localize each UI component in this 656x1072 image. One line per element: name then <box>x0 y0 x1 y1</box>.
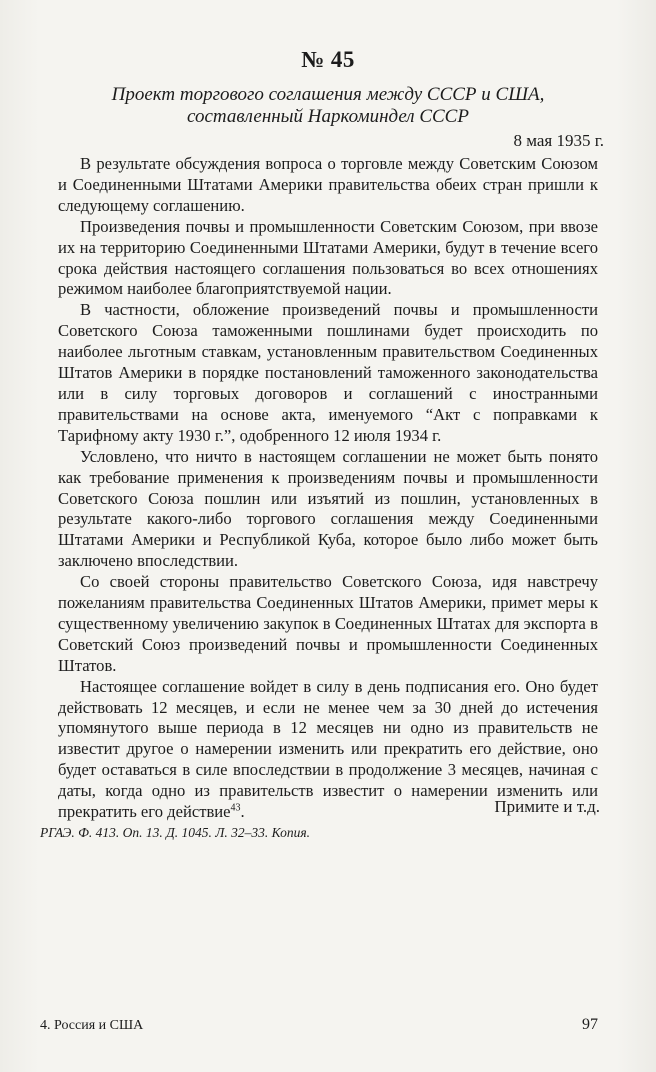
footnote-marker: 43 <box>230 802 241 814</box>
paragraph-6-text: Настоящее соглашение войдет в силу в день подписания его. Оно будет действовать 12 месяцев, и если не менее чем за 30 дней до истечения упомянутого выше периода в 12 месяцев ни одно из правительств не известит другое о намерении изменить или прекратить его действие, оно будет оставаться в силе впоследствии в продолжение 3 месяцев, начиная с даты, когда одно из правительств известит о намерении изменить или прекратить его действие <box>58 676 598 822</box>
document-title-line-1: Проект торгового соглашения между СССР и США, <box>111 84 545 105</box>
document-title-line-2: составленный Наркоминдел СССР <box>187 106 469 127</box>
page-number: 97 <box>582 1016 598 1033</box>
paragraph-5: Со своей стороны правительство Советского Союза, идя навстречу пожеланиям правительства Соединенных Штатов Америки, примет меры к существенному увеличению закупок в Соединенных Штатах для экспорта в Советский Союз произведений почвы и промышленности Соединенных Штатов. <box>58 572 598 675</box>
paragraph-1: В результате обсуждения вопроса о торговле между Советским Союзом и Соединенными Штатами Америки правительства обеих стран пришли к следующему соглашению. <box>58 154 598 215</box>
document-number: № 45 <box>301 47 355 72</box>
archive-reference: РГАЭ. Ф. 413. Оп. 13. Д. 1045. Л. 32–33. Копия. <box>40 825 311 840</box>
closing-phrase: Примите и т.д. <box>494 797 600 816</box>
running-footer-section: 4. Россия и США <box>40 1018 144 1033</box>
paragraph-2: Произведения почвы и промышленности Советским Союзом, при ввозе их на территорию Соединенными Штатами Америки, будут в течение всего срока действия настоящего соглашения пользоваться во всех отношениях режимом наиболее благоприятствуемой нации. <box>58 216 598 299</box>
document-date: 8 мая 1935 г. <box>513 131 604 150</box>
document-body <box>58 154 598 823</box>
paragraph-3: В частности, обложение произведений почвы и промышленности Советского Союза таможенными пошлинами будет происходить по наиболее льготным ставкам, установленным правительством Соединенных Штатов Америки в порядке постановлений таможенного законодательства или в силу торговых договоров и соглашений с иностранными правительствами на основе акта, именуемого “Акт с поправками к Тарифному акту 1930 г.”, одобренного 12 июля 1934 г. <box>58 300 598 445</box>
document-title <box>40 84 616 128</box>
paragraph-4: Условлено, что ничто в настоящем соглашении не может быть понято как требование применения к произведениям почвы и промышленности Советского Союза пошлин или изъятий из пошлин, установленных в результате какого-либо торгового соглашения между Соединенными Штатами Америки и Республикой Куба, которое было либо может быть заключено впоследствии. <box>58 446 598 571</box>
paragraph-6-end: . <box>240 802 245 822</box>
